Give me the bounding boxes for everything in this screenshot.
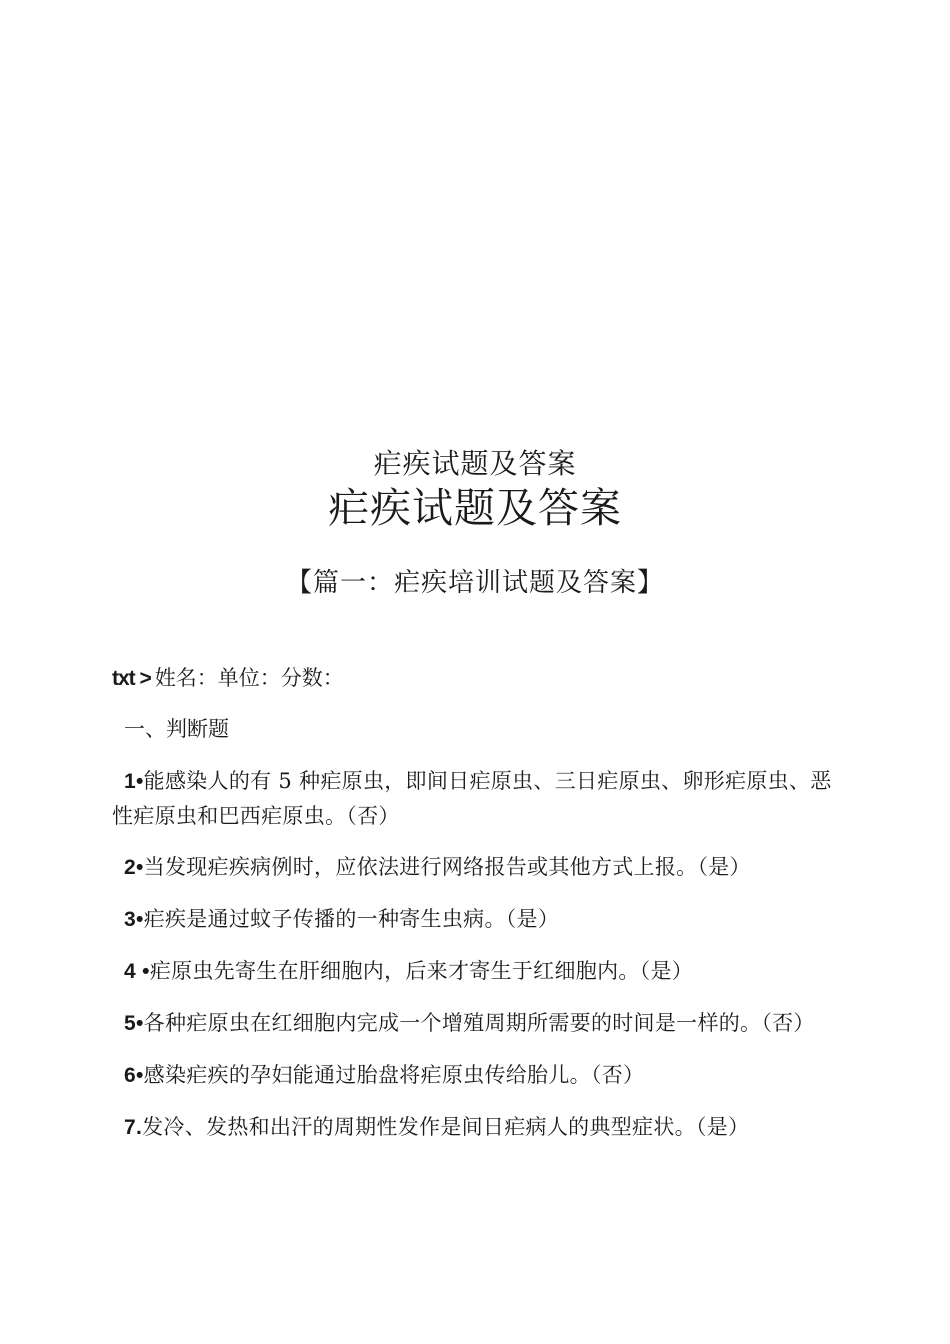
question-text: 能感染人的有 5 种疟原虫，即间日疟原虫、三日疟原虫、卵形疟原虫、恶性疟原虫和巴西疟原虫。（否） [112,769,832,828]
question-item [112,764,832,833]
question-number: 7. [124,1116,143,1139]
question-number: 2• [124,856,144,879]
question-text: 感染疟疾的孕妇能通过胎盘将疟原虫传给胎儿。（否） [143,1063,645,1087]
question-item [112,1110,832,1145]
question-number: 3• [124,908,144,931]
question-number: 5• [124,1012,144,1035]
info-line [112,662,344,695]
question-item [112,902,832,937]
question-number: 4 • [124,960,150,983]
main-title: 疟疾试题及答案 [328,484,622,532]
question-text: 发冷、发热和出汗的周期性发作是间日疟病人的典型症状。（是） [142,1115,750,1139]
question-item [112,1006,832,1041]
question-item [112,954,832,989]
header-title: 疟疾试题及答案 [373,447,577,480]
question-text: 当发现疟疾病例时，应依法进行网络报告或其他方式上报。（是） [143,855,751,879]
question-text: 各种疟原虫在红细胞内完成一个增殖周期所需要的时间是一样的。（否） [143,1011,815,1035]
section-heading: 一、判断题 [124,717,229,741]
question-item [112,850,832,885]
question-text: 疟原虫先寄生在肝细胞内，后来才寄生于红细胞内。（是） [149,959,694,983]
question-item [112,1058,832,1093]
question-number: 6• [124,1064,144,1087]
question-text: 疟疾是通过蚊子传播的一种寄生虫病。（是） [143,907,560,931]
info-prefix: txt > [112,667,151,690]
question-number: 1• [124,770,144,793]
question-list [112,764,832,1162]
info-fields: 姓名：单位：分数： [154,666,344,690]
subtitle: 【篇一：疟疾培训试题及答案】 [285,568,664,598]
